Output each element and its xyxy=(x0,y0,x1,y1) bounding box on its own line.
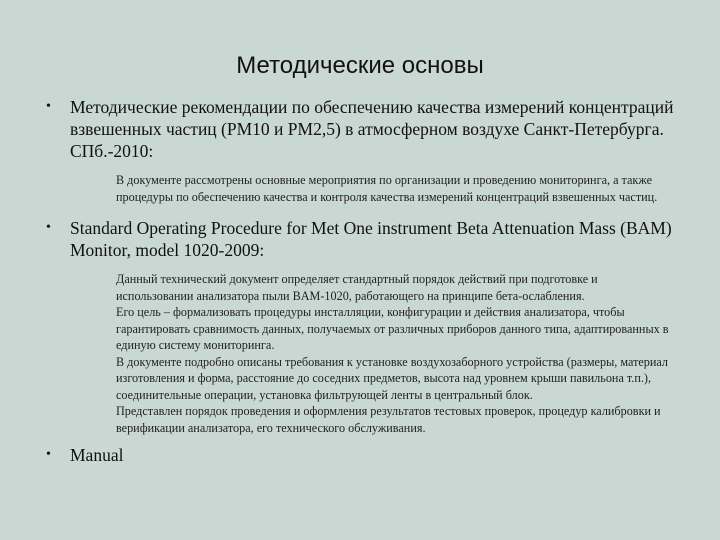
bullet-text: Standard Operating Procedure for Met One instrument Beta Attenuation Mass (BAM) Monitor, model 1020-2009: xyxy=(70,218,672,260)
detail-paragraph: Его цель – формализовать процедуры инсталляции, конфигурации и действия анализатора, чтобы гарантировать сравнимость данных, получаемых от различных приборов данного типа, адаптированных в единую систему мониторинга. xyxy=(116,305,669,352)
bullet-text: Методические рекомендации по обеспечению качества измерений концентраций взвешенных частиц (РМ10 и РМ2,5) в атмосферном воздухе Санкт-Петербурга. СПб.-2010: xyxy=(70,97,674,161)
slide-title xyxy=(0,52,720,80)
detail-paragraph: В документе рассмотрены основные мероприятия по организации и проведению мониторинга, а также процедуры по обеспечению качества и контроля качества измерений концентраций взвешенных частиц. xyxy=(116,173,658,204)
bullet-dot-icon: • xyxy=(46,220,51,235)
bullet-details-2 xyxy=(116,271,676,436)
bullet-dot-icon: • xyxy=(46,99,51,114)
detail-paragraph: Данный технический документ определяет стандартный порядок действий при подготовке и использовании анализатора пыли BAM-1020, работающего на принципе бета-ослабления. xyxy=(116,272,598,303)
bullet-text: Manual xyxy=(70,445,124,465)
slide-title-text: Методические основы xyxy=(236,52,484,79)
bullet-item-1 xyxy=(46,96,680,162)
slide-content xyxy=(0,96,720,466)
bullet-item-3 xyxy=(46,444,680,466)
detail-paragraph: Представлен порядок проведения и оформления результатов тестовых проверок, процедур калибровки и верификации анализатора, его технического обслуживания. xyxy=(116,404,661,435)
bullet-dot-icon: • xyxy=(46,447,51,462)
bullet-item-2 xyxy=(46,217,680,261)
detail-paragraph: В документе подробно описаны требования к установке воздухозаборного устройства (размеры, материал изготовления и форма, расстояние до соседних предметов, высота над уровнем крыши павильона т.п.), соединительные операции, установка фильтрующей ленты в центральный блок. xyxy=(116,354,669,402)
bullet-details-1 xyxy=(116,172,676,205)
